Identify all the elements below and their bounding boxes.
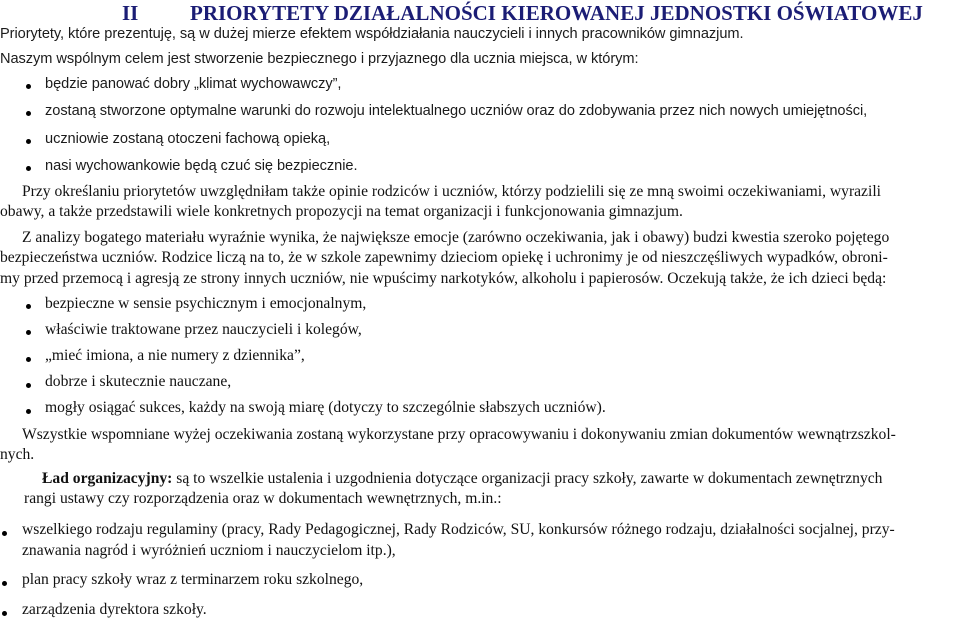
- goal-item: będzie panować dobry „klimat wychowawczy”,: [45, 76, 342, 92]
- paragraph-line: Wszystkie wspomniane wyżej oczekiwania zostaną wykorzystane przy opracowywaniu i dokonywaniu zmian dokumentów wewnątrzszkol-: [22, 426, 896, 443]
- bullet-icon: [26, 383, 31, 388]
- bullet-icon: [26, 357, 31, 362]
- document-item: zarządzenia dyrektora szkoły.: [22, 601, 207, 618]
- expectation-item: bezpieczne w sensie psychicznym i emocjonalnym,: [45, 295, 367, 312]
- section-heading: [0, 1, 960, 25]
- order-paragraph-line: [42, 470, 882, 488]
- bullet-icon: [26, 139, 31, 144]
- bullet-icon: [26, 84, 31, 89]
- paragraph-line: Przy określaniu priorytetów uwzględniłam także opinie rodziców i uczniów, którzy podzielili się ze mną swoimi oczekiwaniami, wyrazili: [22, 183, 881, 200]
- paragraph-line: bezpieczeństwa uczniów. Rodzice liczą na to, że w szkole zapewnimy dzieciom opiekę i uchronimy je od nieszczęśliwych wypadków, obroni-: [0, 249, 888, 266]
- paragraph-line: Z analizy bogatego materiału wyraźnie wynika, że największe emocje (zarówno oczekiwania, jak i obawy) budzi kwestia szeroko pojętego: [22, 229, 890, 246]
- document-item: wszelkiego rodzaju regulaminy (pracy, Rady Pedagogicznej, Rady Rodziców, SU, konkursów różnego rodzaju, działalności socjalnej, przy-: [22, 521, 895, 538]
- expectation-item: właściwie traktowane przez nauczycieli i kolegów,: [45, 321, 362, 338]
- expectation-item: dobrze i skutecznie nauczane,: [45, 373, 232, 390]
- order-term: Ład organizacyjny:: [42, 470, 173, 487]
- intro-line: Naszym wspólnym celem jest stworzenie bezpiecznego i przyjaznego dla ucznia miejsca, w którym:: [0, 51, 639, 67]
- expectation-item: mogły osiągać sukces, każdy na swoją miarę (dotyczy to szczególnie słabszych uczniów).: [45, 399, 606, 416]
- paragraph-line: nych.: [0, 446, 35, 463]
- expectation-item: „mieć imiona, a nie numery z dziennika”,: [45, 347, 305, 364]
- paragraph-line: obawy, a także przedstawili wiele konkretnych propozycji na temat organizacji i funkcjonowania gimnazjum.: [0, 203, 683, 220]
- bullet-icon: [26, 304, 31, 309]
- goal-item: uczniowie zostaną otoczeni fachową opieką,: [45, 131, 331, 147]
- bullet-icon: [2, 531, 7, 536]
- section-number: II: [122, 1, 139, 25]
- goal-item: nasi wychowankowie będą czuć się bezpiecznie.: [45, 158, 358, 174]
- bullet-icon: [2, 611, 7, 616]
- document-item-continuation: znawania nagród i wyróżnień uczniom i nauczycielom itp.),: [22, 542, 396, 559]
- order-paragraph-line: rangi ustawy czy rozporządzenia oraz w dokumentach wewnętrznych, m.in.:: [24, 490, 502, 507]
- bullet-icon: [26, 111, 31, 116]
- order-definition: są to wszelkie ustalenia i uzgodnienia dotyczące organizacji pracy szkoły, zawarte w dokumentach zewnętrznych: [172, 470, 883, 487]
- bullet-icon: [2, 581, 7, 586]
- bullet-icon: [26, 409, 31, 414]
- bullet-icon: [26, 330, 31, 335]
- intro-line: Priorytety, które prezentuję, są w dużej mierze efektem współdziałania nauczycieli i innych pracowników gimnazjum.: [0, 26, 744, 42]
- paragraph-line: my przed przemocą i agresją ze strony innych uczniów, nie wpuścimy narkotyków, alkoholu i papierosów. Oczekują także, że ich dzieci będą:: [0, 270, 887, 287]
- bullet-icon: [26, 166, 31, 171]
- document-item: plan pracy szkoły wraz z terminarzem roku szkolnego,: [22, 571, 364, 588]
- section-title: PRIORYTETY DZIAŁALNOŚCI KIEROWANEJ JEDNOSTKI OŚWIATOWEJ: [190, 1, 923, 25]
- goal-item: zostaną stworzone optymalne warunki do rozwoju intelektualnego uczniów oraz do zdobywania przez nich nowych umiejętności,: [45, 103, 868, 119]
